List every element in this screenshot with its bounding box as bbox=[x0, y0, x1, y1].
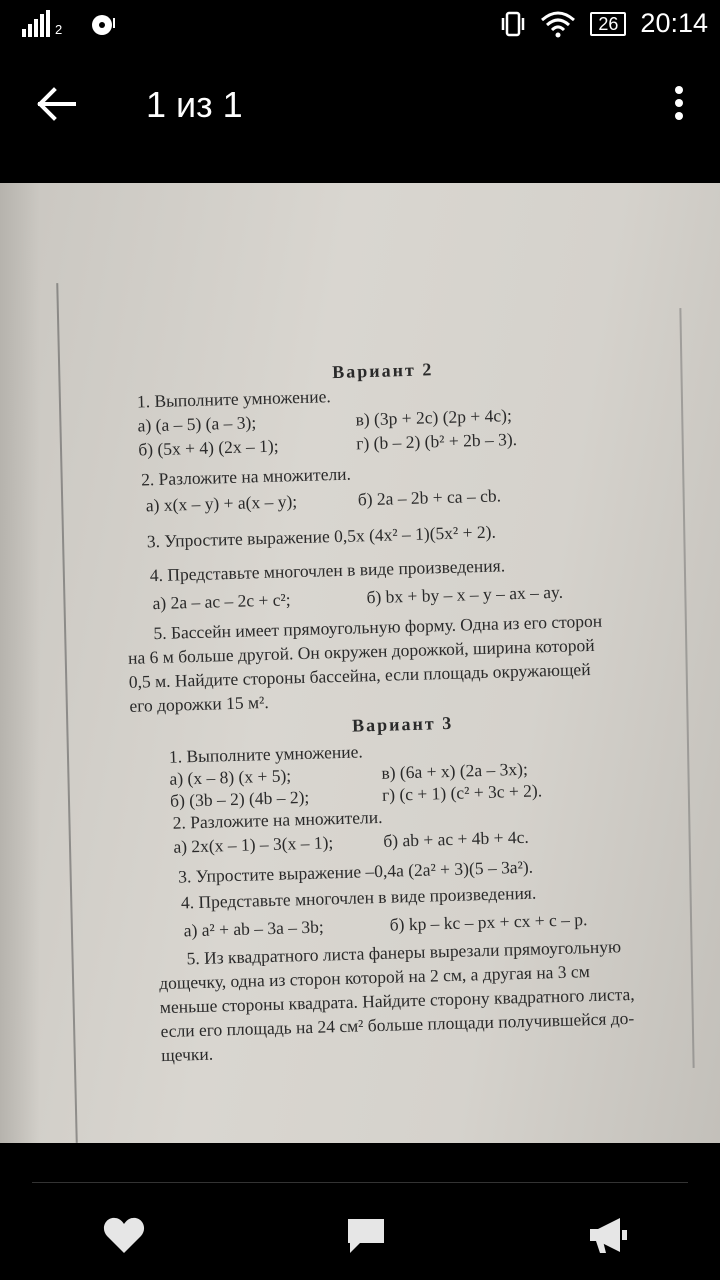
variant2-heading: Вариант 2 bbox=[331, 359, 434, 383]
v2-q5-line4: его дорожки 15 м². bbox=[129, 691, 269, 716]
v2-q2a: а) x(x – y) + a(x – y); bbox=[145, 491, 298, 516]
bottom-bar bbox=[0, 1143, 720, 1280]
v2-q1v: в) (3p + 2c) (2p + 4c); bbox=[355, 405, 513, 430]
disc-icon bbox=[90, 12, 116, 38]
v3-q5-line1: 5. Из квадратного листа фанеры вырезали прямоугольную bbox=[186, 936, 622, 969]
v3-q3: 3. Упростите выражение –0,4a (2a² + 3)(5 – 3a²). bbox=[177, 856, 534, 887]
v3-q5-line3: меньше стороны квадрата. Найдите сторону квадратного листа, bbox=[159, 983, 635, 1018]
heart-icon[interactable] bbox=[102, 1215, 146, 1255]
v3-q2a: а) 2x(x – 1) – 3(x – 1); bbox=[173, 832, 334, 857]
document-text bbox=[120, 351, 680, 1066]
v3-q2: 2. Разложите на множители. bbox=[172, 806, 383, 833]
back-arrow-icon[interactable] bbox=[34, 82, 78, 126]
variant3-heading: Вариант 3 bbox=[351, 712, 454, 736]
more-vert-icon[interactable] bbox=[674, 86, 684, 126]
v2-q3: 3. Упростите выражение 0,5x (4x² – 1)(5x² + 2). bbox=[146, 521, 497, 552]
v3-q5-line2: дощечку, одна из сторон которой на 2 см, а другая на 3 см bbox=[158, 961, 591, 994]
signal-icon bbox=[22, 10, 62, 37]
v2-q1a: а) (a – 5) (a – 3); bbox=[137, 412, 257, 436]
v2-q1b: б) (5x + 4) (2x – 1); bbox=[138, 435, 279, 460]
v2-q2: 2. Разложите на множители. bbox=[140, 463, 352, 490]
v3-q4: 4. Представьте многочлен в виде произведения. bbox=[180, 882, 537, 913]
page-left-edge bbox=[56, 283, 78, 1143]
v3-q1b: б) (3b – 2) (4b – 2); bbox=[169, 786, 310, 811]
v3-q5-line5: щечки. bbox=[160, 1043, 214, 1066]
v3-q4a: а) a² + ab – 3a – 3b; bbox=[183, 916, 324, 941]
page-right-edge bbox=[679, 308, 694, 1068]
v2-q1: 1. Выполните умножение. bbox=[136, 386, 332, 412]
v3-q1: 1. Выполните умножение. bbox=[168, 741, 363, 767]
v3-q1g: г) (c + 1) (c² + 3c + 2). bbox=[381, 780, 543, 805]
wifi-icon bbox=[540, 10, 576, 38]
v2-q4b: б) bx + by – x – y – ax – ay. bbox=[366, 581, 564, 608]
signal-sim-label: 2 bbox=[55, 22, 63, 37]
v2-q5-line1: 5. Бассейн имеет прямоугольную форму. Одна из его сторон bbox=[153, 610, 603, 644]
app-bar bbox=[0, 50, 720, 162]
v3-q1a: а) (x – 8) (x + 5); bbox=[169, 765, 292, 789]
battery-icon: 26 bbox=[590, 12, 626, 36]
v2-q1g: г) (b – 2) (b² + 2b – 3). bbox=[355, 428, 518, 454]
v3-q5-line4: если его площадь на 24 см² больше площади получившейся до- bbox=[160, 1007, 635, 1042]
v2-q5-line2: на 6 м больше другой. Он окружен дорожкой, ширина которой bbox=[127, 634, 595, 668]
page-title: 1 из 1 bbox=[146, 84, 243, 125]
v3-q4b: б) kp – kc – px + cx + c – p. bbox=[389, 909, 588, 935]
megaphone-icon[interactable] bbox=[586, 1215, 630, 1255]
document-photo[interactable] bbox=[0, 183, 720, 1143]
vibrate-icon bbox=[500, 10, 526, 38]
v2-q4: 4. Представьте многочлен в виде произведения. bbox=[149, 555, 506, 586]
comment-icon[interactable] bbox=[344, 1215, 388, 1255]
v2-q4a: а) 2a – ac – 2c + c²; bbox=[152, 589, 291, 614]
v3-q1v: в) (6a + x) (2a – 3x); bbox=[381, 758, 529, 783]
v2-q5-line3: 0,5 м. Найдите стороны бассейна, если площадь окружающей bbox=[128, 658, 591, 692]
v2-q2b: б) 2a – 2b + ca – cb. bbox=[357, 485, 502, 510]
status-bar bbox=[0, 0, 720, 50]
divider bbox=[32, 1182, 688, 1183]
status-time: 20:14 bbox=[640, 8, 708, 38]
v3-q2b: б) ab + ac + 4b + 4c. bbox=[383, 826, 529, 851]
